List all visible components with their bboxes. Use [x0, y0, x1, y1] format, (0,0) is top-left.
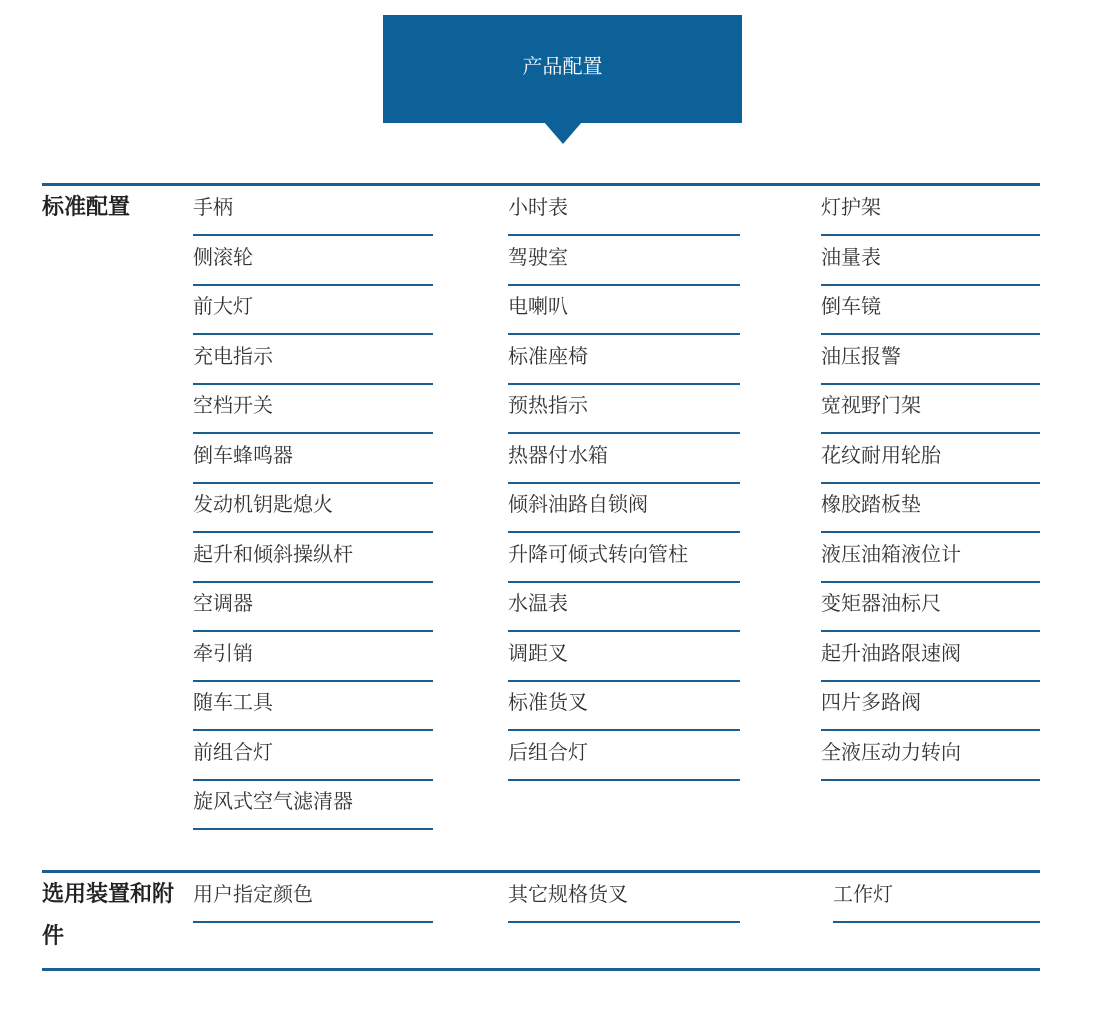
standard-item: 空档开关: [193, 385, 433, 434]
standard-item: 驾驶室: [508, 237, 740, 286]
standard-item: 水温表: [508, 583, 740, 632]
standard-item: 发动机钥匙熄火: [193, 484, 433, 533]
standard-item: 倾斜油路自锁阀: [508, 484, 740, 533]
standard-item: 后组合灯: [508, 732, 740, 781]
standard-item: 牵引销: [193, 633, 433, 682]
standard-item: 预热指示: [508, 385, 740, 434]
section-label-standard: 标准配置: [42, 195, 131, 220]
standard-item: 液压油箱液位计: [821, 534, 1040, 583]
page-title-banner: [383, 15, 742, 123]
standard-item: 升降可倾式转向管柱: [508, 534, 740, 583]
standard-item: 小时表: [508, 187, 740, 236]
standard-item: 侧滚轮: [193, 237, 433, 286]
standard-item: 油量表: [821, 237, 1040, 286]
standard-item: 手柄: [193, 187, 433, 236]
standard-item: 宽视野门架: [821, 385, 1040, 434]
standard-item: 起升和倾斜操纵杆: [193, 534, 433, 583]
section-divider-top: [42, 183, 1040, 186]
standard-item: 倒车蜂鸣器: [193, 435, 433, 484]
standard-item: 空调器: [193, 583, 433, 632]
standard-item: 电喇叭: [508, 286, 740, 335]
standard-item: 调距叉: [508, 633, 740, 682]
standard-item: 前大灯: [193, 286, 433, 335]
standard-item: 花纹耐用轮胎: [821, 435, 1040, 484]
standard-item: 变矩器油标尺: [821, 583, 1040, 632]
standard-item: 热器付水箱: [508, 435, 740, 484]
standard-item: 标准座椅: [508, 336, 740, 385]
standard-item: 橡胶踏板垫: [821, 484, 1040, 533]
standard-item: 油压报警: [821, 336, 1040, 385]
standard-item: 全液压动力转向: [821, 732, 1040, 781]
page-title: 产品配置: [522, 53, 603, 78]
optional-item: 工作灯: [833, 874, 1040, 923]
optional-item: 用户指定颜色: [193, 874, 433, 923]
standard-item: 四片多路阀: [821, 682, 1040, 731]
optional-item: 其它规格货叉: [508, 874, 740, 923]
section-divider-middle: [42, 870, 1040, 873]
banner-pointer: [544, 122, 582, 144]
standard-item: 前组合灯: [193, 732, 433, 781]
standard-item: 灯护架: [821, 187, 1040, 236]
standard-item: 起升油路限速阀: [821, 633, 1040, 682]
standard-item: 充电指示: [193, 336, 433, 385]
standard-item: 随车工具: [193, 682, 433, 731]
section-label-optional: 选用装置和附件: [42, 882, 175, 949]
standard-item: 标准货叉: [508, 682, 740, 731]
section-divider-bottom: [42, 968, 1040, 971]
standard-item: 倒车镜: [821, 286, 1040, 335]
standard-item: 旋风式空气滤清器: [193, 781, 433, 830]
